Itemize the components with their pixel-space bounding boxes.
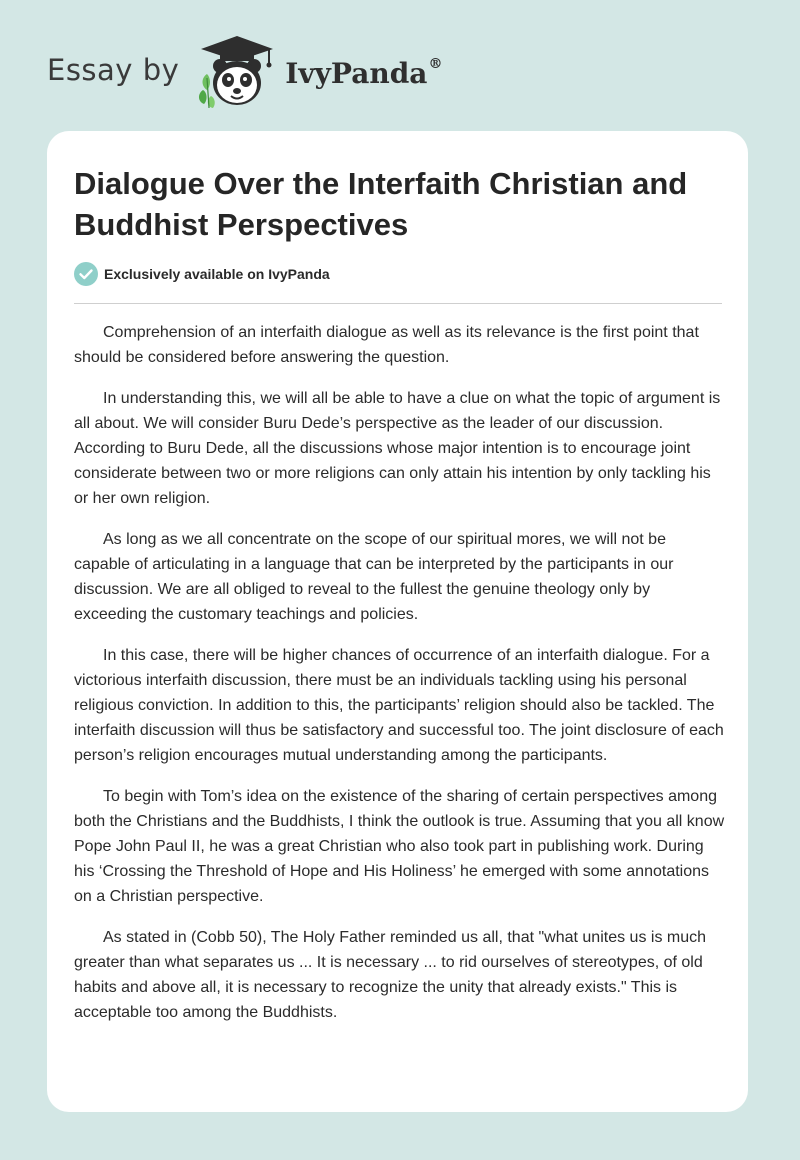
essay-body [74, 320, 726, 1041]
exclusive-badge [74, 262, 330, 286]
registered-mark: ® [428, 56, 443, 73]
page-title: Dialogue Over the Interfaith Christian and Buddhist Perspectives [74, 166, 688, 242]
paragraph: In this case, there will be higher chances of occurrence of an interfaith dialogue. For a victorious interfaith discussion, there must be an individuals tackling using his personal religious conviction. In addition to this, the participants’ religion should also be tackled. The interfaith discussion will thus be satisfactory and successful too. The joint disclosure of each person’s religion encourages mutual understanding among the participants. [74, 647, 724, 764]
exclusive-label: Exclusively available on IvyPanda [104, 266, 330, 282]
paragraph: Comprehension of an interfaith dialogue as well as its relevance is the first point that should be considered before answering the question. [74, 324, 699, 366]
brand-name[interactable]: IvyPanda® [285, 56, 443, 90]
site-header [47, 34, 442, 110]
essay-card [47, 131, 748, 1112]
ivypanda-logo-icon[interactable] [193, 34, 281, 110]
paragraph: In understanding this, we will all be able to have a clue on what the topic of argument is all about. We will consider Buru Dede’s perspective as the leader of our discussion. According to Buru Dede, all the discussions whose major intention is to encourage joint considerate between two or more religions can only attain his intention by only tackling his or her own religion. [74, 390, 721, 507]
check-circle-icon [74, 262, 98, 286]
paragraph: To begin with Tom’s idea on the existence of the sharing of certain perspectives among both the Christians and the Buddhists, I think the outlook is true. Assuming that you all know Pope John Paul II, he was a great Christian who also took part in publishing work. During his ‘Crossing the Threshold of Hope and His Holiness’ he emerged with some annotations on a Christian perspective. [74, 788, 725, 905]
essay-by-label: Essay by [47, 53, 180, 87]
paragraph: As stated in (Cobb 50), The Holy Father reminded us all, that "what unites us is much greater than what separates us ... It is necessary ... to rid ourselves of stereotypes, of old habits and above all, it is necessary to recognize the unity that already exists." This is acceptable too among the Buddhists. [74, 929, 707, 1021]
divider [74, 303, 722, 304]
paragraph: As long as we all concentrate on the scope of our spiritual mores, we will not be capable of articulating in a language that can be interpreted by the participants in our discussion. We are all obliged to reveal to the fullest the genuine theology only by exceeding the customary teachings and policies. [74, 531, 674, 623]
